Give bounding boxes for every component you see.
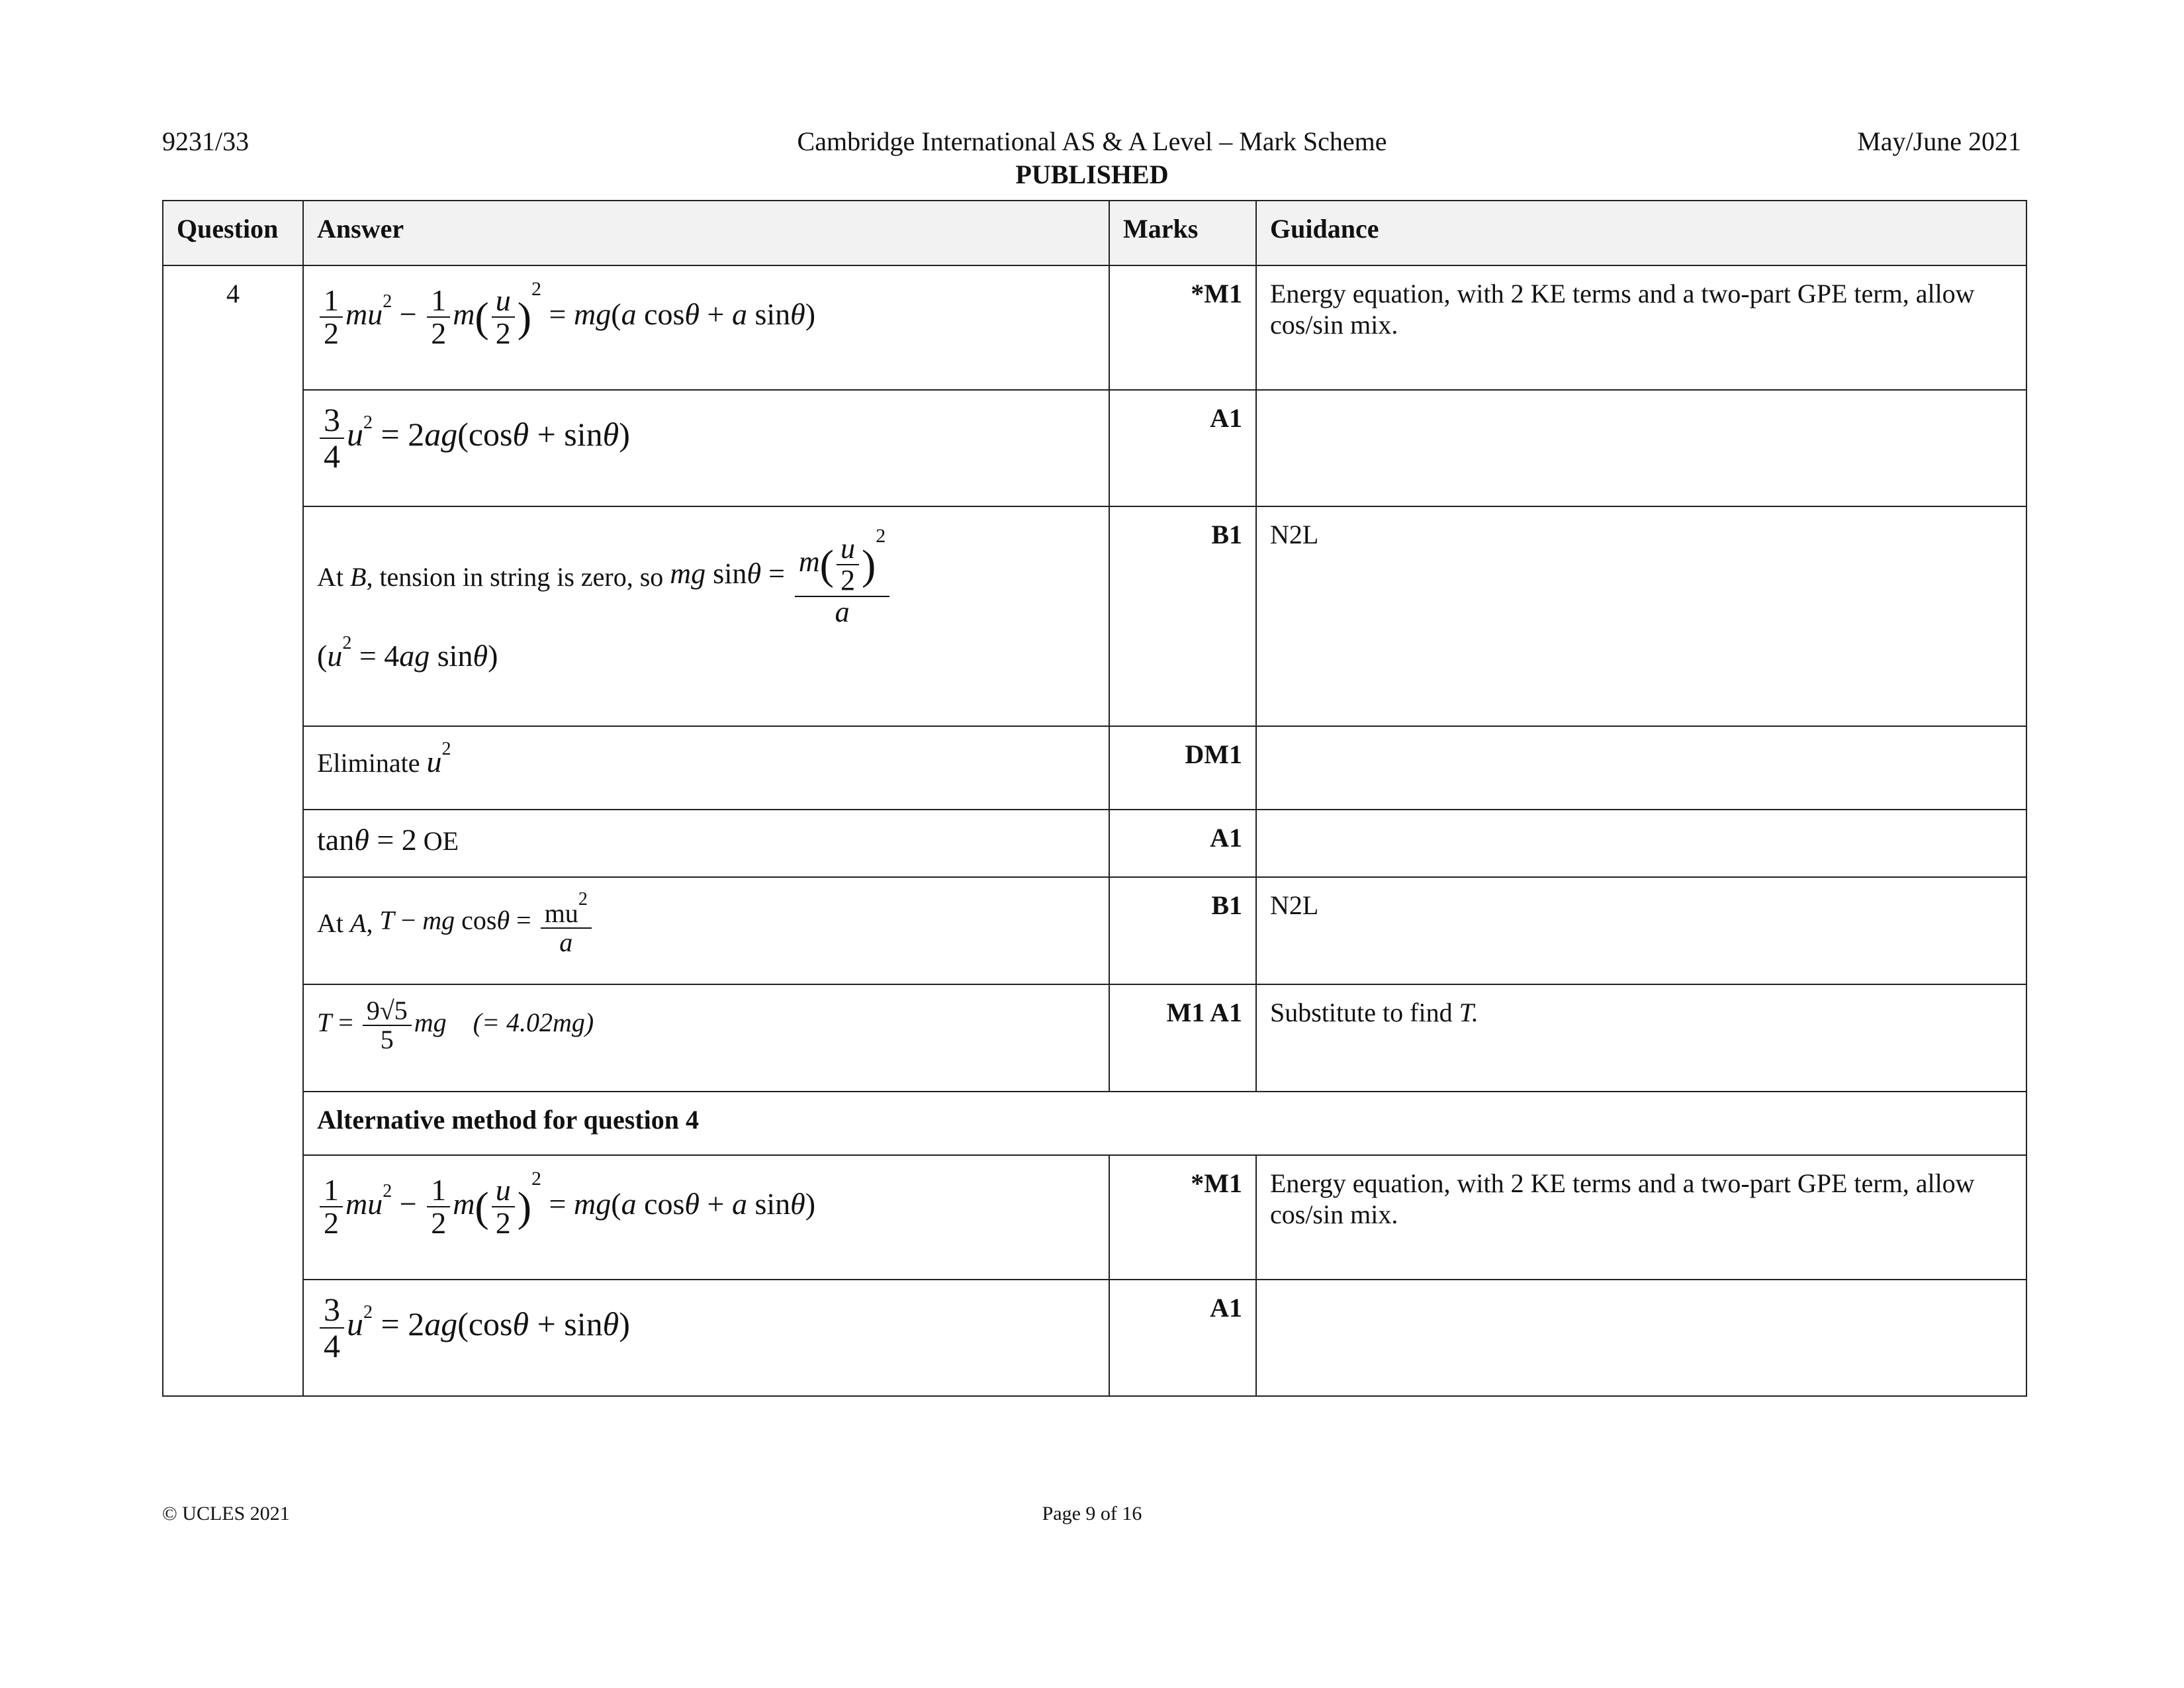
- alternative-heading-row: [163, 1092, 2026, 1155]
- guidance-text: Substitute to find: [1270, 998, 1453, 1027]
- answer-cell: [303, 726, 1109, 810]
- guidance-cell: [1256, 810, 2026, 877]
- question-number: 4: [163, 265, 303, 1396]
- answer-text: At B, tension in string is zero, so: [317, 561, 664, 592]
- guidance-cell: Energy equation, with 2 KE terms and a two-part GPE term, allow cos/sin mix.: [1256, 1155, 2026, 1280]
- marks-cell: A1: [1109, 1280, 1256, 1396]
- simplified-energy-equation-alt: $\frac{3}{4}$ $u^2 = 2ag(\cos\theta + \sin\theta)$: [317, 1305, 630, 1342]
- answer-cell: [303, 1155, 1109, 1280]
- table-row: [163, 984, 2026, 1092]
- simplified-energy-equation: $\frac{3}{4}$ $u^2 = 2ag(\cos\theta + \sin\theta)$: [317, 416, 630, 453]
- guidance-cell: N2L: [1256, 877, 2026, 984]
- tension-result: T = $\frac{9√5}{5}$ mg: [317, 996, 453, 1055]
- answer-text: At A,: [317, 908, 373, 938]
- guidance-cell: N2L: [1256, 506, 2026, 726]
- paper-code: 9231/33: [162, 126, 250, 156]
- guidance-cell: [1256, 1280, 2026, 1396]
- table-row: [163, 1280, 2026, 1396]
- copyright: © UCLES 2021: [162, 1503, 290, 1524]
- guidance-cell: [1256, 984, 2026, 1092]
- marks-cell: B1: [1109, 877, 1256, 984]
- marks-cell: B1: [1109, 506, 1256, 726]
- guidance-cell: [1256, 390, 2026, 506]
- answer-cell: [303, 984, 1109, 1092]
- guidance-cell: [1256, 726, 2026, 810]
- tension-value: (= 4.02mg): [473, 1008, 594, 1038]
- tension-at-a-equation: T − mg cosθ = $\frac{mu^2}{a}$: [379, 890, 594, 957]
- table-header-row: [163, 201, 2026, 265]
- tension-equation: mg sinθ = m( $\frac{u}{2}$ )$^2$ a: [670, 526, 892, 628]
- answer-suffix: OE: [423, 826, 459, 856]
- answer-cell: [303, 390, 1109, 506]
- marks-cell: *M1: [1109, 1155, 1256, 1280]
- table-row: [163, 810, 2026, 877]
- answer-text: Eliminate: [317, 748, 420, 778]
- marks-cell: DM1: [1109, 726, 1256, 810]
- page-number: Page 9 of 16: [1042, 1503, 1142, 1524]
- column-header-marks: Marks: [1109, 201, 1256, 265]
- marks-cell: A1: [1109, 810, 1256, 877]
- column-header-question: Question: [163, 201, 303, 265]
- table-row: [163, 1155, 2026, 1280]
- u-squared-result: ($u^2 = 4ag$ sinθ): [317, 633, 498, 673]
- marks-cell: A1: [1109, 390, 1256, 506]
- tan-theta-result: tanθ = 2: [317, 823, 417, 857]
- energy-equation: $\frac{1}{2}$ $mu^2$ − $\frac{1}{2}$ m( $\frac{u}{2}$ )$^2$ = mg(a cosθ + a sinθ): [317, 297, 815, 331]
- document-title: Cambridge International AS & A Level – Mark Scheme: [797, 126, 1387, 156]
- table-row: [163, 726, 2026, 810]
- alternative-method-heading: Alternative method for question 4: [303, 1092, 2026, 1155]
- guidance-variable: T.: [1459, 998, 1479, 1027]
- table-row: [163, 390, 2026, 506]
- answer-cell: [303, 810, 1109, 877]
- eliminate-variable: $u^2$: [426, 739, 451, 778]
- guidance-cell: Energy equation, with 2 KE terms and a two-part GPE term, allow cos/sin mix.: [1256, 265, 2026, 390]
- marks-cell: M1 A1: [1109, 984, 1256, 1092]
- column-header-guidance: Guidance: [1256, 201, 2026, 265]
- answer-cell: [303, 265, 1109, 390]
- answer-cell: [303, 506, 1109, 726]
- column-header-answer: Answer: [303, 201, 1109, 265]
- table-row: [163, 506, 2026, 726]
- marks-cell: *M1: [1109, 265, 1256, 390]
- answer-cell: [303, 1280, 1109, 1396]
- published-label: PUBLISHED: [1015, 160, 1169, 189]
- energy-equation-alt: $\frac{1}{2}$ $mu^2$ − $\frac{1}{2}$ m( $\frac{u}{2}$ )$^2$ = mg(a cosθ + a sinθ): [317, 1187, 815, 1221]
- table-row: [163, 877, 2026, 984]
- table-row: [163, 265, 2026, 390]
- answer-cell: [303, 877, 1109, 984]
- mark-scheme-table: [162, 200, 2027, 1397]
- exam-session: May/June 2021: [1857, 126, 2021, 156]
